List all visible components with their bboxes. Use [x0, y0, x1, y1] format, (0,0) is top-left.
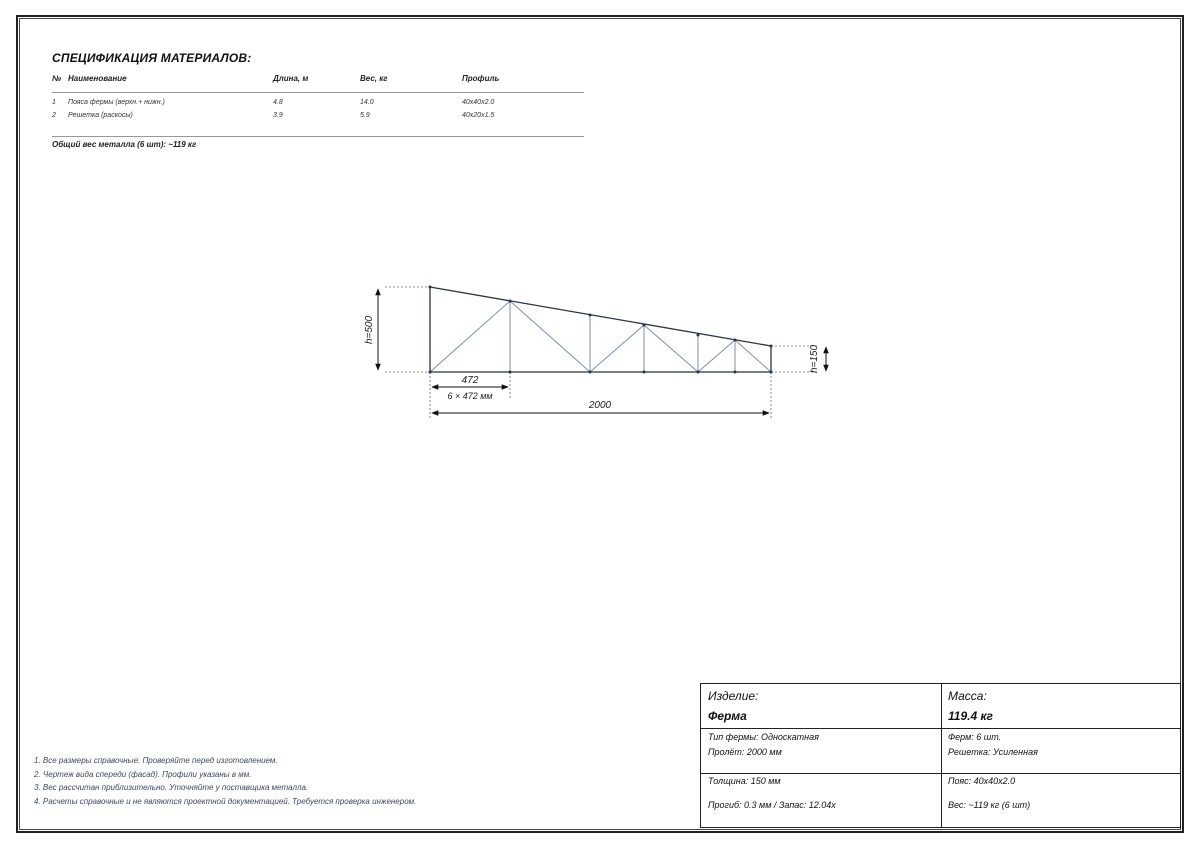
dim-panels-count: 6 × 472 мм	[447, 391, 493, 401]
spec-header-num: №	[52, 74, 62, 83]
mass-label: Масса:	[948, 689, 987, 703]
title-block	[700, 683, 1181, 828]
lattice-type: Решетка: Усиленная	[948, 747, 1038, 757]
product-label: Изделие:	[708, 689, 759, 703]
span-value: Пролёт: 2000 мм	[708, 747, 782, 757]
spec-row-1-length: 4.8	[273, 99, 283, 106]
spec-row-2-profile: 40x20x1.5	[462, 112, 495, 119]
title-block-divider-1	[701, 728, 1180, 729]
dim-panel-length: 472	[461, 375, 479, 386]
spec-total: Общий вес металла (6 шт): ~119 кг	[52, 140, 197, 149]
spec-row-1-name: Пояса фермы (верхн.+ нижн.)	[68, 99, 165, 106]
spec-row-2-length: 3.9	[273, 112, 283, 119]
dim-height-right: h=150	[809, 344, 820, 374]
note-2: 2. Чертеж вида спереди (фасад). Профили указаны в мм.	[34, 769, 252, 779]
note-3: 3. Вес рассчитан приблизительно. Уточняйте у поставщика металла.	[34, 783, 309, 792]
dim-height-left: h=500	[364, 315, 375, 345]
spec-row-1-weight: 14.0	[360, 99, 374, 106]
truss-count: Ферм: 6 шт.	[948, 732, 1002, 742]
spec-row-2-weight: 5.9	[360, 112, 370, 119]
spec-header-name: Наименование	[68, 74, 127, 83]
spec-header-weight: Вес, кг	[360, 74, 388, 83]
spec-row-2-name: Решетка (раскосы)	[68, 112, 133, 119]
deflection-value: Прогиб: 0.3 мм / Запас: 12.04x	[708, 800, 836, 810]
truss-nodes	[429, 286, 773, 374]
truss-chords	[430, 287, 771, 372]
spec-header-profile: Профиль	[462, 74, 500, 83]
title-block-divider-v	[941, 684, 942, 827]
thickness-value: Толщина: 150 мм	[708, 776, 781, 786]
spec-header-length: Длина, м	[273, 74, 309, 83]
chord-profile: Пояс: 40x40x2.0	[948, 776, 1016, 786]
spec-row-1-num: 1	[52, 99, 56, 106]
note-4: 4. Расчеты справочные и не являются проектной документацией. Требуется проверка инженером.	[34, 796, 417, 806]
product-value: Ферма	[708, 709, 747, 723]
title-block-divider-2	[701, 773, 1180, 774]
note-1: 1. Все размеры справочные. Проверяйте перед изготовлением.	[34, 756, 278, 765]
spec-row-2-num: 2	[52, 112, 56, 119]
mass-value: 119.4 кг	[948, 709, 993, 723]
spec-title: СПЕЦИФИКАЦИЯ МАТЕРИАЛОВ:	[52, 51, 252, 65]
truss-type: Тип фермы: Односкатная	[708, 732, 819, 742]
dim-span: 2000	[588, 400, 612, 411]
total-weight: Вес: ~119 кг (6 шт)	[948, 800, 1031, 810]
spec-row-1-profile: 40x40x2.0	[462, 99, 495, 106]
notes-block	[34, 754, 416, 808]
